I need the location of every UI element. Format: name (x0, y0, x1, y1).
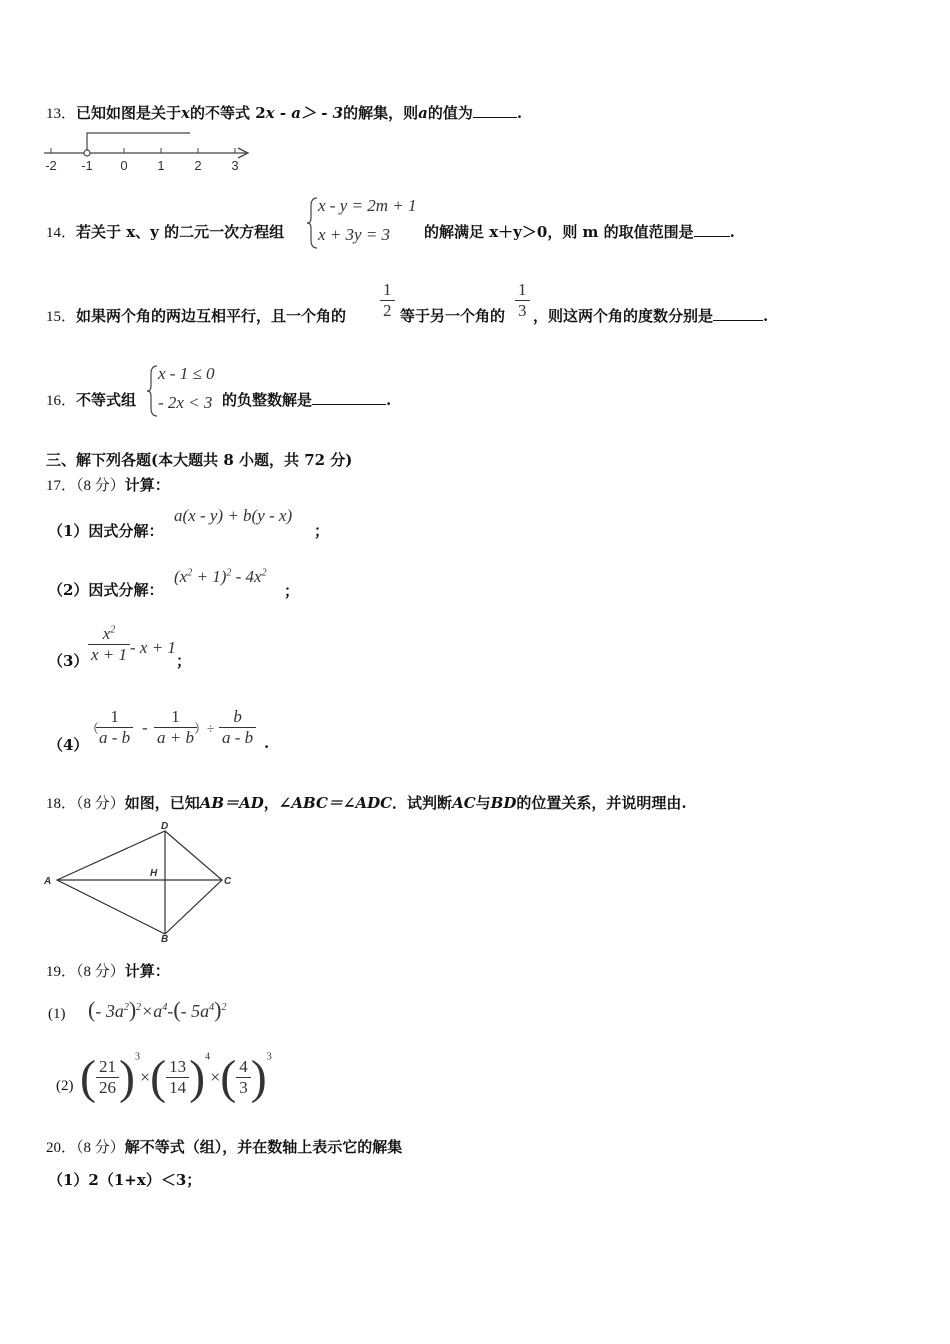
q17-part3-label: （3） (48, 652, 89, 670)
q17-part4-left-paren: （ (86, 721, 100, 736)
fraction-one-third: $\frac{1}{3}$ (515, 280, 530, 321)
q18-kite-figure (40, 820, 240, 944)
q17-part2-expression: $(x^2 + 1)^2 - 4x^2$ (174, 567, 267, 586)
tick-label: 2 (194, 158, 202, 173)
q14-stem-b: 的解满足 x＋y＞0，则 m 的取值范围是 . (424, 223, 735, 241)
fraction-one-half: $\frac{1}{2}$ (380, 280, 395, 321)
q17-part3-tail: - x + 1 (130, 638, 176, 657)
q17-part4-fraction-2: $\frac{1}{a + b}$ (154, 707, 197, 748)
q17-part3-fraction: $\frac{x^2}{x + 1}$ (88, 624, 130, 665)
tick-label: 3 (231, 158, 239, 173)
q16-stem-a: 16．不等式组 (46, 391, 137, 409)
q17-part2-label: （2）因式分解： (48, 581, 164, 599)
q17-part1-expression: a(x - y) + b(y - x) (174, 506, 293, 525)
q17-stem: 17．（8 分）计算： (46, 476, 170, 494)
q17-part1-end: ； (314, 522, 330, 540)
q16-inequality-1: x - 1 ≤ 0 (158, 364, 215, 383)
tick-label: -2 (45, 158, 57, 173)
q18-stem: 18．（8 分）如图，已知AB＝AD，∠ABC＝∠ADC．试判断AC与BD的位置关系，并说明理由. (46, 794, 687, 812)
q14-equation-1: x - y = 2m + 1 (318, 196, 417, 215)
label-a: A (44, 876, 52, 887)
q20-stem: 20．（8 分）解不等式（组），并在数轴上表示它的解集 (46, 1138, 403, 1156)
q17-part4-end: . (264, 734, 270, 752)
q20-part1: （1）2（1+x）＜3； (48, 1171, 202, 1189)
question-number: 16． (46, 393, 77, 409)
q15-stem-a: 15．如果两个角的两边互相平行，且一个角的 (46, 307, 347, 325)
q16-inequality-2: - 2x < 3 (158, 393, 213, 412)
label-d: D (161, 821, 169, 832)
label-c: C (224, 876, 232, 887)
question-number: 15． (46, 309, 77, 325)
q17-part2-end: ； (284, 582, 300, 600)
q17-part4-fraction-3: $\frac{b}{a - b}$ (219, 707, 256, 748)
kite-outline (57, 831, 222, 934)
question-number: 17． (46, 478, 77, 494)
q17-part4-fraction-1: $\frac{1}{a - b}$ (96, 707, 133, 748)
q16-stem-b: 的负整数解是 . (222, 391, 392, 409)
answer-blank (312, 403, 386, 405)
q14-equation-2: x + 3y = 3 (318, 225, 391, 244)
q19-part1-label: (1) (48, 1006, 66, 1022)
q15-stem-b: 等于另一个角的 (400, 307, 506, 325)
q15-stem-c: ，则这两个角的度数分别是 . (533, 307, 769, 325)
q17-part4-right-paren-divide: ）÷ (194, 721, 215, 736)
q19-part1-expression: (- $3a^2)^2\times a^4-(-$ $5a^4)^2$ (88, 997, 227, 1022)
q13-stem: 13．已知如图是关于x的不等式 2x ‐ a＞ ‐ 3的解集，则a的值为 . (46, 104, 523, 122)
q13-number-line (40, 128, 260, 176)
answer-blank (713, 319, 763, 321)
q14-stem-a: 14．若关于 x、y 的二元一次方程组 (46, 223, 285, 241)
question-number: 14． (46, 225, 77, 241)
minus-sign: - (142, 718, 148, 737)
tick-label: 0 (120, 158, 128, 173)
answer-blank (473, 116, 517, 118)
q17-part4-label: （4） (48, 736, 89, 754)
question-number: 13． (46, 106, 77, 122)
q17-part1-label: （1）因式分解： (48, 522, 164, 540)
question-number: 18． (46, 796, 77, 812)
q19-stem: 19．（8 分）计算： (46, 962, 170, 980)
solution-ray (87, 133, 190, 153)
tick-label: -1 (81, 158, 93, 173)
q19-part2-label: (2) (56, 1078, 74, 1094)
tick-label: 1 (157, 158, 165, 173)
open-point (84, 150, 90, 156)
q19-part2-expression: ( $\frac{21}{26}$ )$^3$×( $\frac{13}{14}$ )$^4$×( $\frac{4}{3}$ )$^3$ (80, 1051, 272, 1104)
q17-part3-end: ； (176, 652, 192, 670)
label-b: B (161, 934, 169, 944)
question-number: 20． (46, 1140, 77, 1156)
question-number: 19． (46, 964, 77, 980)
label-h: H (150, 868, 158, 879)
section-title: 三、解下列各题(本大题共 8 小题，共 72 分) (46, 451, 353, 469)
answer-blank (694, 235, 730, 237)
